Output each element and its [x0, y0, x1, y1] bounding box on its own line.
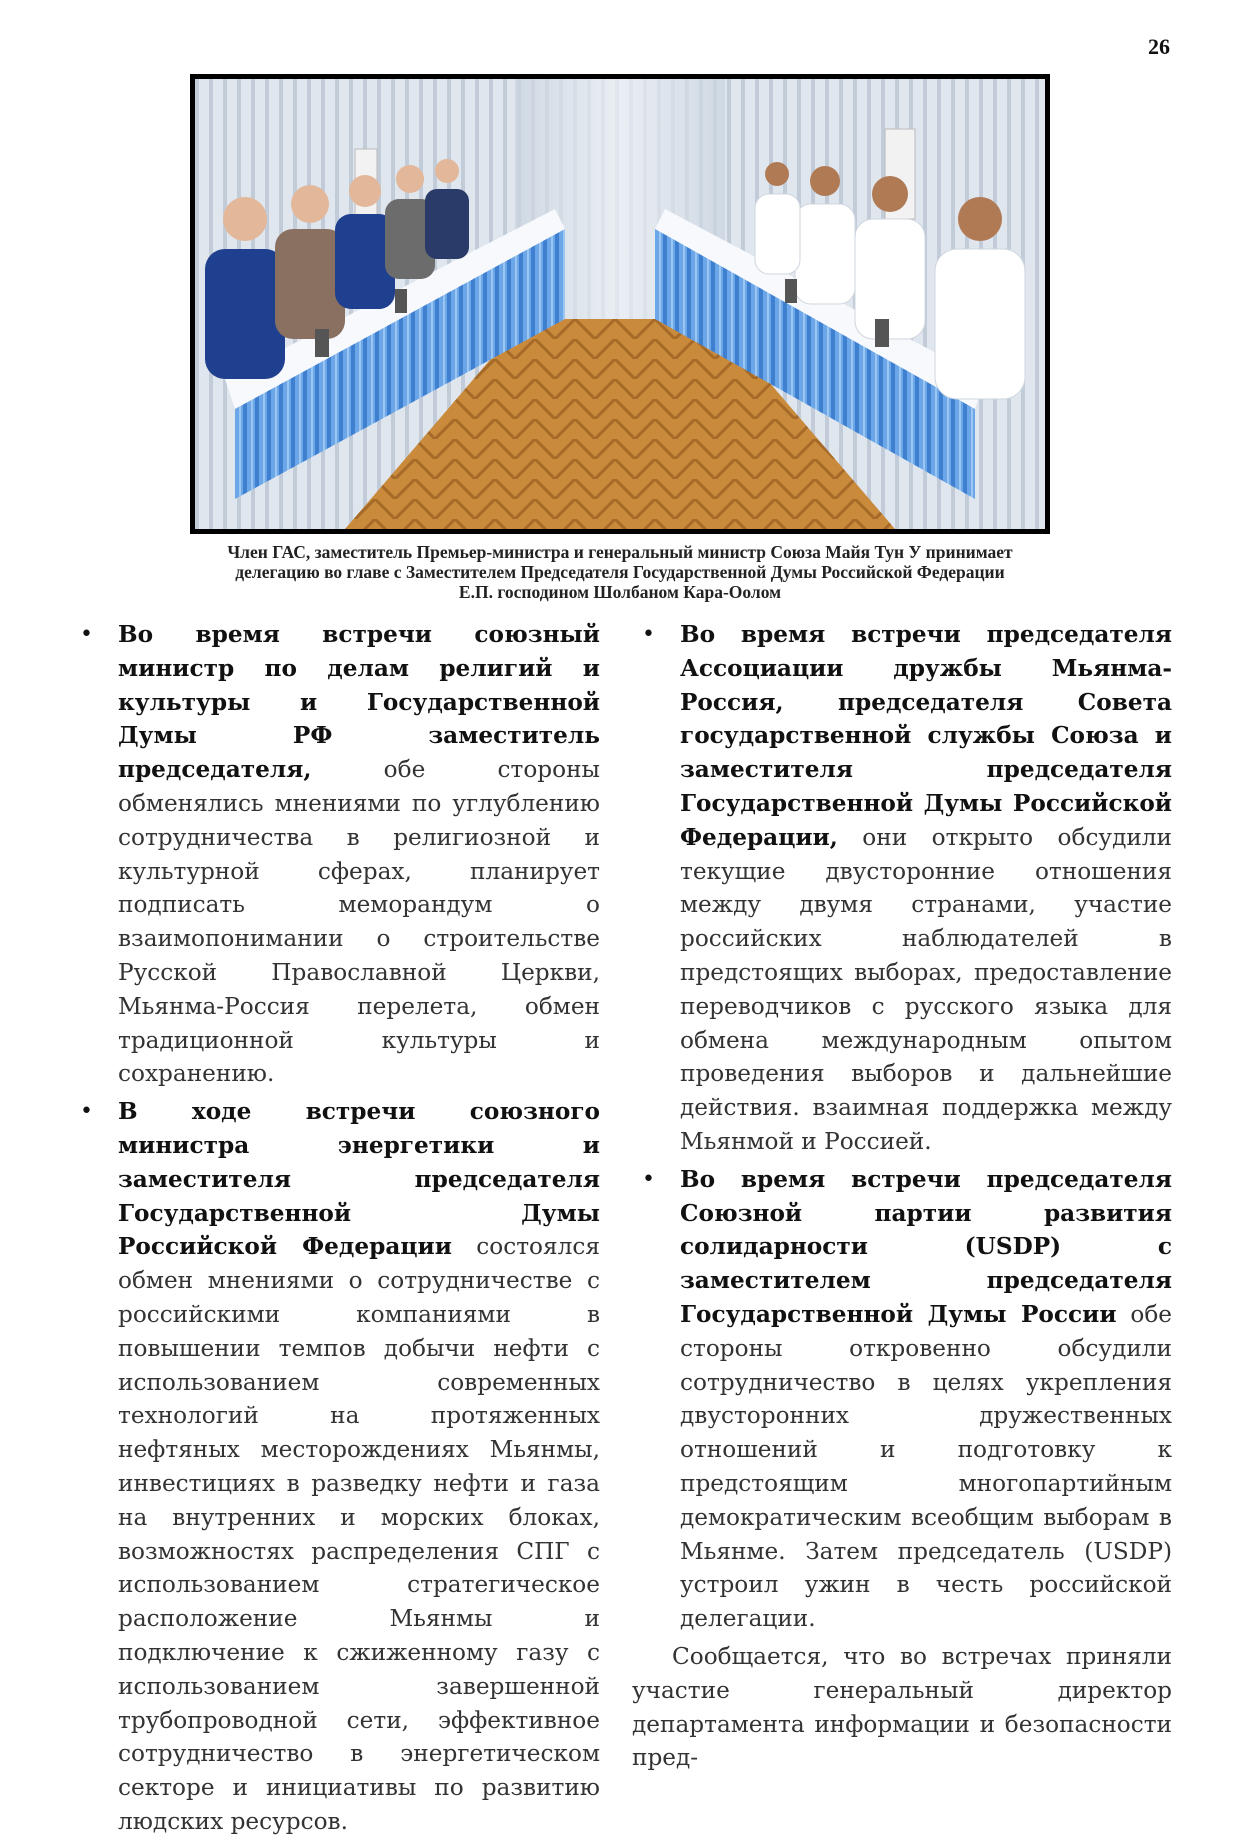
caption-line: Е.П. господином Шолбаном Кара-Оолом [458, 582, 782, 602]
bullet-text: они открыто обсудили текущие двусторонние отношения между двумя странами, участие российских наблюдателей в предстоящих выборах, предоставление переводчиков с русского языка для обмена международным опытом проведения выборов и дальнейшие действия. взаимная поддержка между Мьянмой и Россией. [680, 823, 1172, 1155]
bullet-item [632, 618, 1172, 1159]
bullet-text: состоялся обмен мнениями о сотрудничестве с российскими компаниями в повышении темпов добычи нефти с использованием современных технологий на протяженных нефтяных месторождениях Мьянмы, инвестициях в разведку нефти и газа на внутренних и морских блоках, возможностях распределения СПГ с использованием стратегическое расположение Мьянмы и подключение к сжиженному газу с использованием завершенной трубопроводной сети, эффективное сотрудничество в энергетическом секторе и инициативы по развитию людских ресурсов. [118, 1233, 600, 1835]
bullet-lead: В ходе встречи союзного министра энергетики и заместителя председателя Государственной Думы Российской Федерации [118, 1098, 600, 1261]
bullet-item [632, 1163, 1172, 1636]
page-number: 26 [1148, 34, 1170, 59]
bullet-item [70, 1095, 600, 1839]
meeting-photo-icon [195, 79, 1045, 529]
bullet-lead: Во время встречи председателя Ассоциации дружбы Мьянма-Россия, председателя Совета государственной службы Союза и заместителя председателя Государственной Думы Российской Федерации, [680, 621, 1172, 851]
bullet-text: обе стороны обменялись мнениями по углублению сотрудничества в религиозной и культурной сферах, планирует подписать меморандум о взаимопонимании о строительстве Русской Православной Церкви, Мьянма-Россия перелета, обмен традиционной культуры и сохранению. [118, 756, 600, 1088]
bullet-item [70, 618, 600, 1091]
right-column [632, 618, 1172, 1775]
bullet-lead: Во время встречи союзный министр по делам религий и культуры и Государственной Думы РФ заместитель председателя, [118, 621, 600, 784]
bullet-lead: Во время встречи председателя Союзной партии развития солидарности (USDP) с заместителем председателя Государственной Думы России [680, 1165, 1172, 1328]
closing-paragraph: Сообщается, что во встречах приняли участие генеральный директор департамента информации и безопасности пред- [632, 1642, 1172, 1772]
photo-caption [130, 542, 1110, 602]
meeting-photo [190, 74, 1050, 534]
bullet-list [70, 618, 600, 1839]
left-column [70, 618, 600, 1843]
bullet-list [632, 618, 1172, 1636]
caption-line: делегацию во главе с Заместителем Председателя Государственной Думы Российской Федерации [235, 562, 1005, 582]
caption-line: Член ГАС, заместитель Премьер-министра и генеральный министр Союза Майя Тун У принимает [227, 542, 1013, 562]
bullet-text: обе стороны откровенно обсудили сотрудничество в целях укрепления двусторонних дружественных отношений и подготовку к предстоящим многопартийным демократическим всеобщим выборам в Мьянме. Затем председатель (USDP) устроил ужин в честь российской делегации. [680, 1300, 1172, 1633]
